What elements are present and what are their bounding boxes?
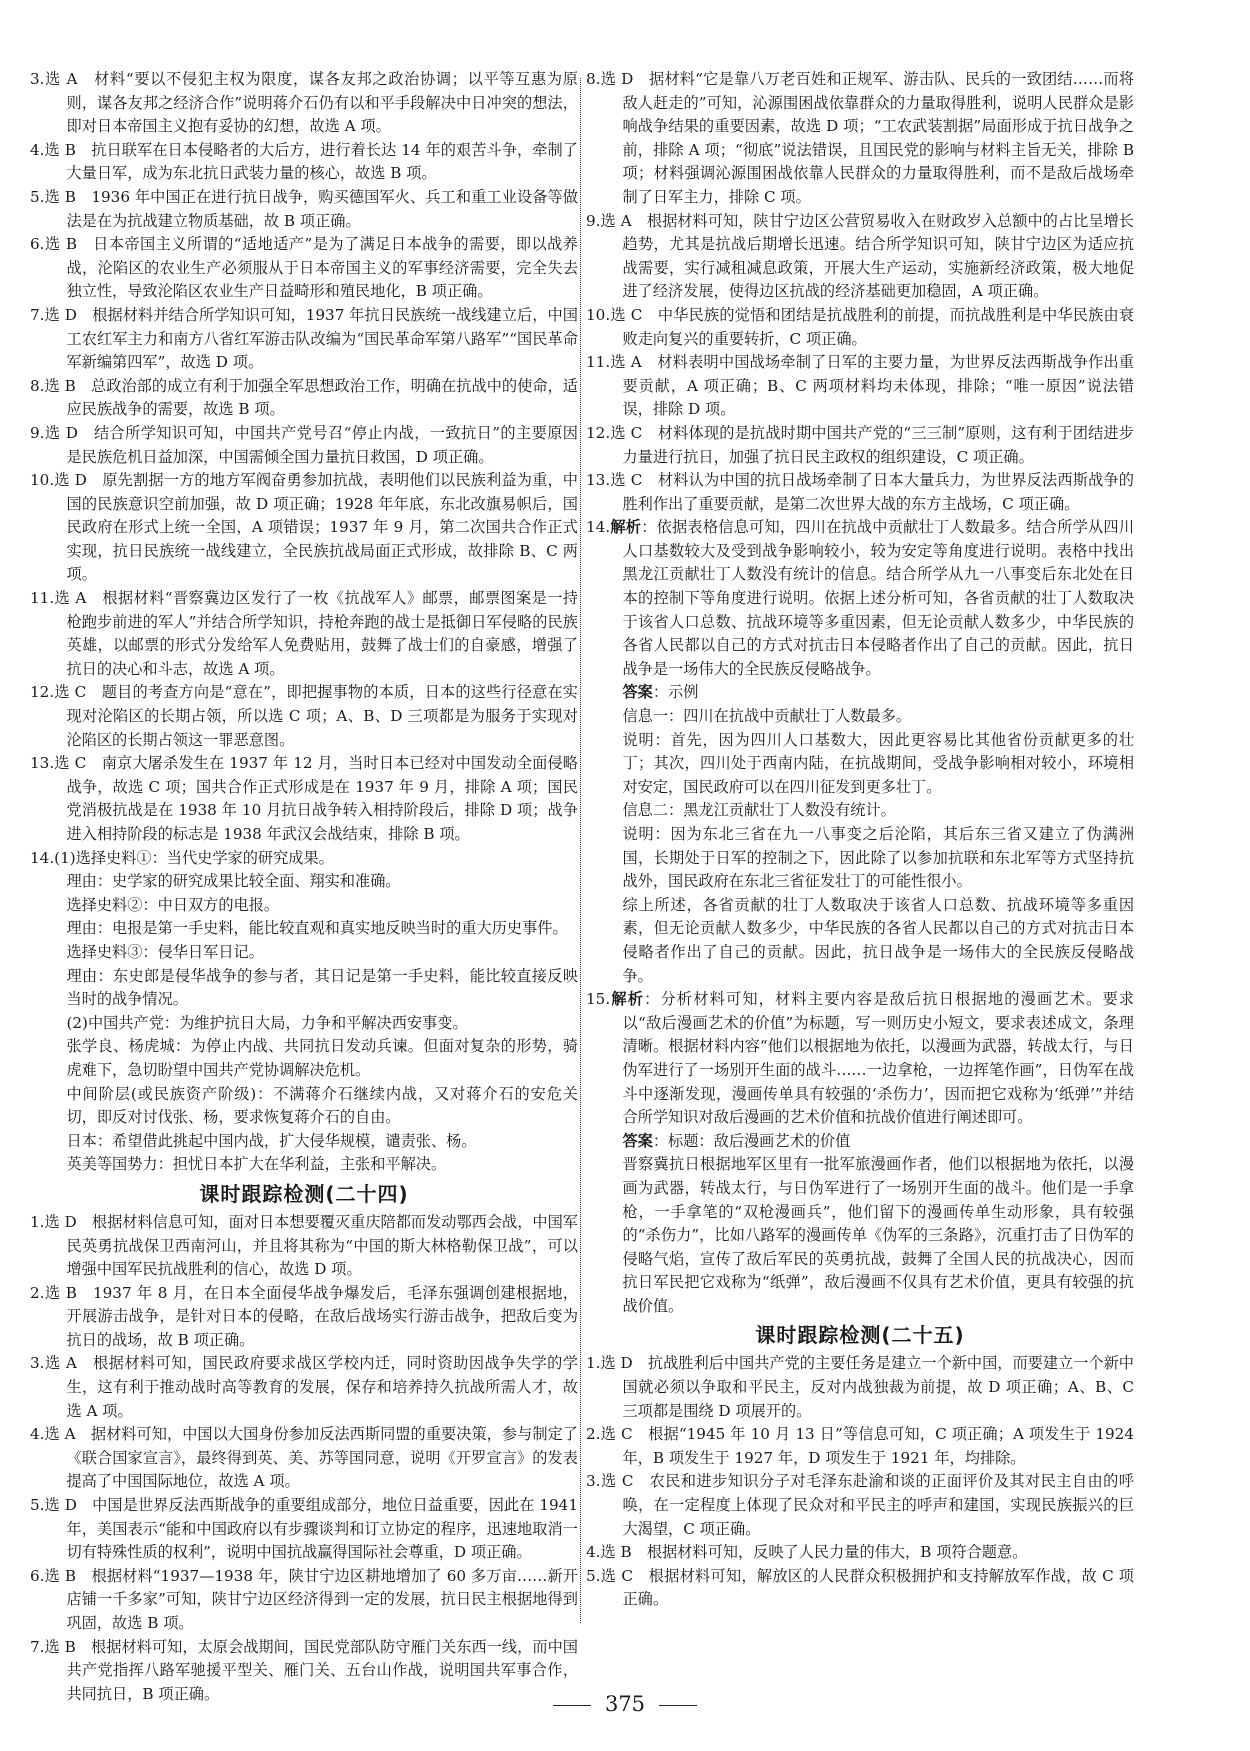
page-number-right-dash bbox=[659, 1705, 697, 1706]
answer-item: 9.选 A 根据材料可知，陕甘宁边区公营贸易收入在财政岁入总额中的占比呈增长趋势，尤其是抗战后期增长迅速。结合所学知识可知，陕甘宁边区为适应抗战需要，实行减租减息政策，开展大生产运动，实施新经济政策，极大地促进了经济发展，使得边区抗战的经济基础更加稳固，A 项正确。 bbox=[586, 211, 1134, 301]
answer-item: 4.选 B 抗日联军在日本侵略者的大后方，进行着长达 14 年的艰苦斗争，牵制了大量日军，成为东北抗日武装力量的核心，故选 B 项。 bbox=[30, 140, 578, 183]
answer-continuation: 信息一：四川在抗战中贡献壮丁人数最多。 bbox=[622, 707, 912, 726]
answer-item: 3.选 A 根据材料可知，国民政府要求战区学校内迁，同时资助因战争失学的学生，这有利于推动战时高等教育的发展，保存和培养持久抗战所需人才，故选 A 项。 bbox=[30, 1354, 578, 1420]
answer-item: 6.选 B 日本帝国主义所谓的“适地适产”是为了满足日本战争的需要，即以战养战，沦陷区的农业生产必须服从于日本帝国主义的军事经济需要，完全失去独立性，导致沦陷区农业生产日益畸形和殖民地化，B 项正确。 bbox=[30, 235, 578, 301]
answer-item: 10.选 D 原先割据一方的地方军阀奋勇参加抗战，表明他们以民族利益为重，中国的民族意识空前加强，故 D 项正确；1928 年年底，东北改旗易帜后，国民政府在形式上统一全国，A 项错误；1937 年 9 月，第二次国共合作正式实现，抗日民族统一战线建立，全民族抗战局面正式形成，故排除 B、C 两项。 bbox=[30, 471, 578, 584]
right-column bbox=[586, 68, 1134, 1612]
answer-continuation: 说明：因为东北三省在九一八事变之后沦陷，其后东三省又建立了伪满洲国，长期处于日军的控制之下，因此除了以参加抗联和东北军等方式坚持抗战外，国民政府在东北三省征发壮丁的可能性很小。 bbox=[622, 825, 1134, 891]
answer-item: 8.选 B 总政治部的成立有利于加强全军思想政治工作，明确在抗战中的使命，适应民族战争的需要，故选 B 项。 bbox=[30, 376, 578, 419]
answer-item: 5.选 D 中国是世界反法西斯战争的重要组成部分，地位日益重要，因此在 1941 年，美国表示“能和中国政府以有步骤谈判和订立协定的程序，迅速地取消一切有特殊性质的权利”，说明中国抗战赢得国际社会尊重，D 项正确。 bbox=[30, 1496, 578, 1562]
answer-continuation: 选择史料③：侵华日军日记。 bbox=[66, 942, 264, 961]
answer-item: 1.选 D 根据材料信息可知，面对日本想要覆灭重庆陪都而发动鄂西会战，中国军民英勇抗战保卫西南河山，并且将其称为“中国的斯大林格勒保卫战”，可以增强中国军民抗战胜利的信心，故选 D 项。 bbox=[30, 1212, 578, 1279]
answer-item: 11.选 A 材料表明中国战场牵制了日军的主要力量，为世界反法西斯战争作出重要贡献，A 项正确；B、C 两项材料均未体现，排除；“唯一原因”说法错误，排除 D 项。 bbox=[586, 353, 1134, 419]
page-number: 375 bbox=[604, 1692, 646, 1716]
answer-item: 5.选 B 1936 年中国正在进行抗日战争，购买德国军火、兵工和重工业设备等做法是在为抗战建立物质基础，故 B 项正确。 bbox=[30, 187, 578, 230]
answer-item: 5.选 C 根据材料可知，解放区的人民群众积极拥护和支持解放军作战，故 C 项正确。 bbox=[586, 1566, 1134, 1609]
answer-item: 11.选 A 根据材料“晋察冀边区发行了一枚《抗战军人》邮票，邮票图案是一持枪跑步前进的军人”并结合所学知识，持枪奔跑的战士是抵御日军侵略的民族英雄，以邮票的形式分发给军人免费贴用，鼓舞了战士们的自豪感，增强了抗日的决心和斗志，故选 A 项。 bbox=[30, 589, 578, 678]
answer-item: 14.(1)选择史料①：当代史学家的研究成果。 bbox=[30, 848, 334, 867]
answer-continuation: 理由：电报是第一手史料，能比较直观和真实地反映当时的重大历史事件。 bbox=[66, 919, 568, 938]
answer-item: 3.选 A 材料“要以不侵犯主权为限度，谋各友邦之政治协调；以平等互惠为原则，谋各友邦之经济合作”说明蒋介石仍有以和平手段解决中日冲突的想法，即对日本帝国主义抱有妥协的幻想，故选 A 项。 bbox=[30, 70, 578, 136]
answer-item: 4.选 B 根据材料可知，反映了人民力量的伟大，B 项符合题意。 bbox=[586, 1543, 1028, 1562]
answer-continuation: 答案：标题：敌后漫画艺术的价值 bbox=[622, 1131, 851, 1150]
answer-continuation: 英美等国势力：担忧日本扩大在华利益，主张和平解决。 bbox=[66, 1155, 447, 1174]
answer-item: 14.解析：依据表格信息可知，四川在抗战中贡献壮丁人数最多。结合所学从四川人口基数较大及受到战争影响较小，较为安定等角度进行说明。表格中找出黑龙江贡献壮丁人数没有统计的信息。结合所学从九一八事变后东北处在日本的控制下等角度进行说明。依据上述分析可知，各省贡献的壮丁人数取决于该省人口总数、抗战环境等多重因素，但无论贡献人数多少，中华民族的各省人民都以自己的方式对抗击日本侵略者作出了自己的贡献。因此，抗日战争是一场伟大的全民族反侵略战争。 bbox=[586, 518, 1135, 678]
page-number-left-dash bbox=[553, 1705, 591, 1706]
answer-continuation: 理由：史学家的研究成果比较全面、翔实和准确。 bbox=[66, 872, 401, 891]
answer-continuation: 中间阶层(或民族资产阶级)：不满蒋介石继续内战，又对蒋介石的安危关切，即反对讨伐张、杨，要求恢复蒋介石的自由。 bbox=[66, 1084, 578, 1127]
left-column bbox=[30, 68, 578, 1706]
answer-continuation: 信息二：黑龙江贡献壮丁人数没有统计。 bbox=[622, 801, 896, 820]
answer-item: 3.选 C 农民和进步知识分子对毛泽东赴渝和谈的正面评价及其对民主自由的呼唤，在一定程度上体现了民众对和平民主的呼声和建国，实现民族振兴的巨大渴望，C 项正确。 bbox=[586, 1472, 1134, 1538]
answer-continuation: 选择史料②：中日双方的电报。 bbox=[66, 895, 280, 914]
answer-item: 1.选 D 抗战胜利后中国共产党的主要任务是建立一个新中国，而要建立一个新中国就必须以争取和平民主，反对内战独裁为前提，故 D 项正确；A、B、C 三项都是围绕 D 项展开的。 bbox=[586, 1354, 1134, 1420]
answer-item: 8.选 D 据材料“它是靠八万老百姓和正规军、游击队、民兵的一致团结……而将敌人赶走的”可知，沁源围困战依靠群众的力量取得胜利，说明人民群众是影响战争结果的重要因素，故选 D 项；“工农武装割据”局面形成于抗日战争之前，排除 A 项；“彻底”说法错误，且国民党的影响与材料主旨无关，排除 B 项；材料强调沁源围困战依靠人民群众的力量取得胜利，而不是敌后战场牵制了日军主力，排除 C 项。 bbox=[586, 70, 1134, 206]
answer-item: 15.解析：分析材料可知，材料主要内容是敌后抗日根据地的漫画艺术。要求以“敌后漫画艺术的价值”为标题，写一则历史小短文，要求表述成文，条理清晰。根据材料内容“他们以根据地为依托，以漫画为武器，转战太行，与日伪军进行了一场别开生面的战斗……一边拿枪，一边挥笔作画”，日伪军在战斗中逐渐发现，漫画传单具有较强的‘杀伤力’，因而把它戏称为‘纸弹’”并结合所学知识对敌后漫画的艺术价值和抗战价值进行阐述即可。 bbox=[586, 990, 1135, 1127]
column-divider bbox=[580, 78, 581, 1623]
page-number-footer bbox=[0, 1692, 1250, 1716]
answer-continuation: 日本：希望借此挑起中国内战，扩大侵华规模，谴责张、杨。 bbox=[66, 1131, 477, 1150]
answer-continuation: 答案：示例 bbox=[622, 683, 699, 702]
answer-item: 13.选 C 南京大屠杀发生在 1937 年 12 月，当时日本已经对中国发动全面侵略战争，故选 C 项；国共合作正式形成是在 1937 年 9 月，排除 A 项；国民党消极抗战是在 1938 年 10 月抗日战争转入相持阶段后，排除 D 项；战争进入相持阶段的标志是 1938 年武汉会战结束，排除 B 项。 bbox=[30, 754, 578, 843]
answer-continuation: 晋察冀抗日根据地军区里有一批军旅漫画作者，他们以根据地为依托，以漫画为武器，转战太行，与日伪军进行了一场别开生面的战斗。他们是一手拿枪，一手拿笔的“双枪漫画兵”，他们留下的漫画传单生动形象，具有较强的“杀伤力”，比如八路军的漫画传单《伪军的三条路》，沉重打击了日伪军的侵略气焰，宣传了敌后军民的英勇抗战，鼓舞了全国人民的抗战决心，因而抗日军民把它戏称为“纸弹”，敌后漫画不仅具有艺术价值，更具有较强的抗战价值。 bbox=[622, 1155, 1134, 1315]
answer-item: 2.选 C 根据“1945 年 10 月 13 日”等信息可知，C 项正确；A 项发生于 1924 年，B 项发生于 1927 年，D 项发生于 1921 年，均排除。 bbox=[586, 1425, 1134, 1467]
answer-item: 7.选 D 根据材料并结合所学知识可知，1937 年抗日民族统一战线建立后，中国工农红军主力和南方八省红军游击队改编为“国民革命军第八路军”“国民革命军新编第四军”，故选 D 项。 bbox=[30, 305, 578, 372]
answer-item: 10.选 C 中华民族的觉悟和团结是抗战胜利的前提，而抗战胜利是中华民族由衰败走向复兴的重要转折，C 项正确。 bbox=[586, 305, 1134, 348]
answer-item: 9.选 D 结合所学知识可知，中国共产党号召“停止内战，一致抗日”的主要原因是民族危机日益加深，中国需倾全国力量抗日救国，D 项正确。 bbox=[30, 423, 578, 466]
section-heading: 课时跟踪检测(二十五) bbox=[755, 1323, 965, 1348]
section-heading: 课时跟踪检测(二十四) bbox=[199, 1181, 409, 1206]
answer-item: 13.选 C 材料认为中国的抗日战场牵制了日本大量兵力，为世界反法西斯战争的胜利作出了重要贡献，是第二次世界大战的东方主战场，C 项正确。 bbox=[586, 471, 1134, 513]
answer-continuation: 张学良、杨虎城：为停止内战、共同抗日发动兵谏。但面对复杂的形势，骑虎难下，急切盼望中国共产党协调解决危机。 bbox=[66, 1037, 578, 1079]
answer-item: 4.选 A 据材料可知，中国以大国身份参加反法西斯同盟的重要决策，参与制定了《联合国家宣言》，最终得到英、美、苏等国同意，说明《开罗宣言》的发表提高了中国国际地位，故选 A 项。 bbox=[30, 1425, 578, 1491]
answer-continuation: 说明：首先，因为四川人口基数大，因此更容易比其他省份贡献更多的壮丁；其次，四川处于西南内陆，在抗战期间，受战争影响相对较小，环境相对安定，国民政府可以在四川征发到更多壮丁。 bbox=[622, 730, 1134, 796]
answer-item: 12.选 C 题目的考查方向是“意在”，即把握事物的本质，日本的这些行径意在实现对沦陷区的长期占领，所以选 C 项；A、B、D 三项都是为服务于实现对沦陷区的长期占领这一罪恶意图。 bbox=[30, 683, 578, 749]
answer-item: 7.选 B 根据材料可知，太原会战期间，国民党部队防守雁门关东西一线，而中国共产党指挥八路军驰援平型关、雁门关、五台山作战，说明国共军事合作，共同抗日，B 项正确。 bbox=[30, 1637, 578, 1703]
answer-item: 6.选 B 根据材料“1937—1938 年，陕甘宁边区耕地增加了 60 多万亩……新开店铺一千多家”可知，陕甘宁边区经济得到一定的发展，抗日民主根据地得到巩固，故选 B 项。 bbox=[30, 1566, 578, 1632]
answer-continuation: (2)中国共产党：为维护抗日大局，力争和平解决西安事变。 bbox=[66, 1013, 468, 1032]
answer-item: 2.选 B 1937 年 8 月，在日本全面侵华战争爆发后，毛泽东强调创建根据地，开展游击战争，是针对日本的侵略，在敌后战场实行游击战争，把敌后变为抗日的战场，故 B 项正确。 bbox=[30, 1283, 578, 1349]
answer-item: 12.选 C 材料体现的是抗战时期中国共产党的“三三制”原则，这有利于团结进步力量进行抗日，加强了抗日民主政权的组织建设，C 项正确。 bbox=[586, 423, 1134, 466]
answer-continuation: 理由：东史郎是侵华战争的参与者，其日记是第一手史料，能比较直接反映当时的战争情况。 bbox=[66, 966, 578, 1009]
answer-continuation: 综上所述，各省贡献的壮丁人数取决于该省人口总数、抗战环境等多重因素，但无论贡献人数多少，中华民族的各省人民都以自己的方式对抗击日本侵略者作出了自己的贡献。因此，抗日战争是一场伟大的全民族反侵略战争。 bbox=[622, 895, 1134, 985]
